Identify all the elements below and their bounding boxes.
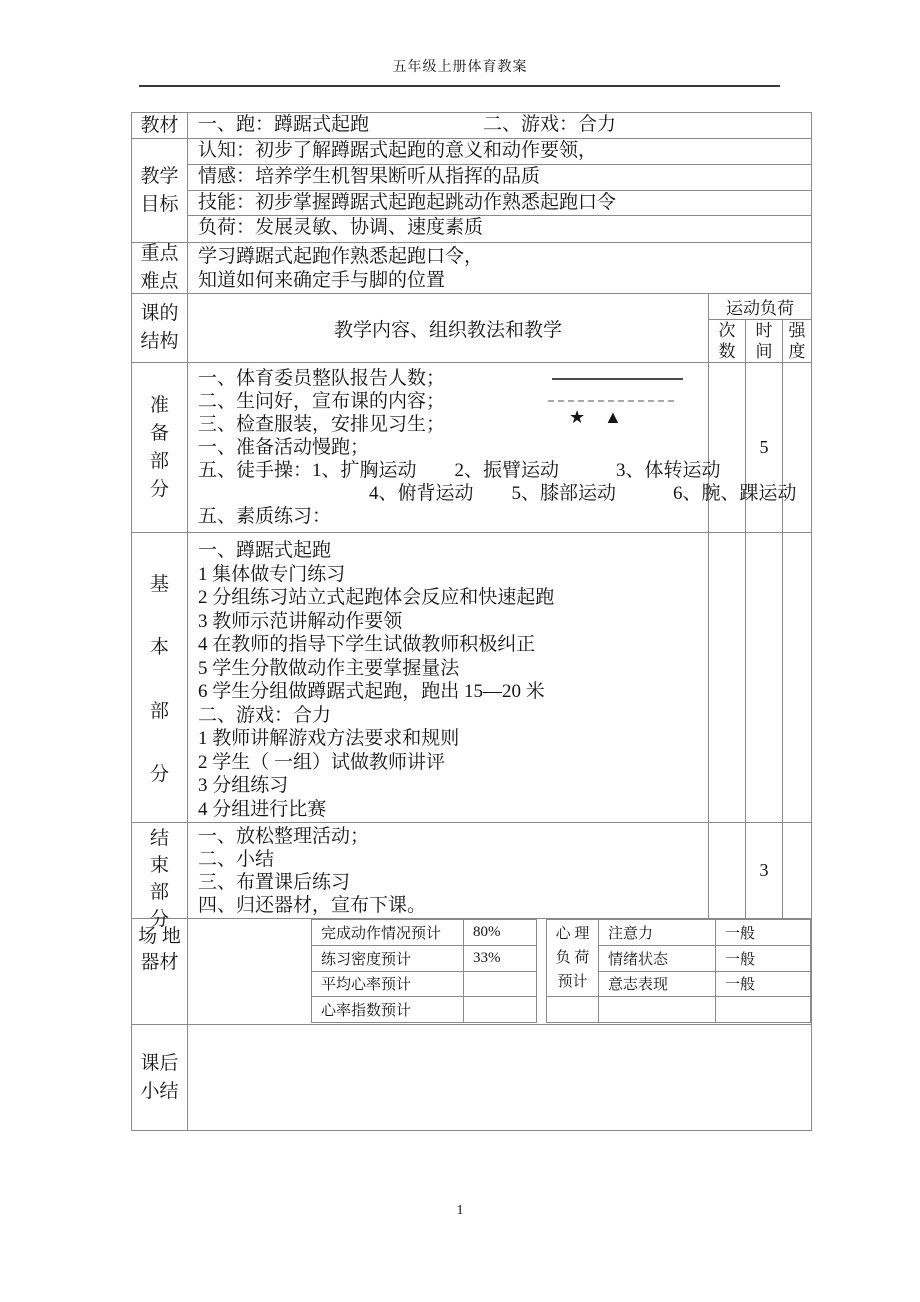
formation-triangle-icon: ▲ bbox=[604, 407, 622, 427]
stat-label: 完成动作情况预计 bbox=[312, 920, 464, 945]
closing-time-cell: 3 bbox=[746, 823, 783, 918]
document-title: 五年级上册体育教案 bbox=[392, 60, 528, 75]
objectives-row bbox=[132, 139, 811, 243]
stat-value bbox=[464, 997, 536, 1022]
table-row bbox=[312, 946, 536, 972]
basic-label-char: 部 bbox=[149, 700, 169, 722]
closing-intensity-cell bbox=[783, 823, 811, 918]
formation-star-icon: ★ bbox=[569, 407, 586, 427]
content-line: 二、游戏：合力 bbox=[198, 704, 332, 726]
content-line: 四、归还器材，宣布下课。 bbox=[198, 895, 427, 916]
closing-part-row bbox=[132, 823, 811, 930]
key-points-content bbox=[188, 243, 811, 293]
table-row bbox=[312, 972, 536, 998]
content-method-header: 教学内容、组织教法和教学 bbox=[188, 294, 709, 362]
basic-intensity-cell bbox=[783, 533, 811, 822]
summary-label-line: 小结 bbox=[140, 1080, 179, 1102]
content-line: 三、布置课后练习 bbox=[198, 872, 351, 893]
prep-times-cell bbox=[709, 363, 746, 532]
content-line: 一、放松整理活动； bbox=[198, 826, 370, 847]
objective-skill: 技能：初步掌握蹲踞式起跑起跳动作熟悉起跑口令 bbox=[188, 191, 811, 217]
content-line: 2 分组练习站立式起跑体会反应和快速起跑 bbox=[198, 587, 555, 608]
structure-label bbox=[132, 294, 188, 362]
preparation-label-char: 部 bbox=[149, 450, 169, 472]
objectives-label-line: 目标 bbox=[140, 193, 179, 215]
formation-line-solid bbox=[552, 378, 683, 380]
content-line: 4、俯背运动 5、膝部运动 6、腕、踝运动 bbox=[198, 483, 797, 504]
content-line: 4 在教师的指导下学生试做教师积极纠正 bbox=[198, 634, 536, 655]
key-point-line: 学习蹲踞式起跑作熟悉起跑口令， bbox=[198, 246, 484, 267]
psych-value: 一般 bbox=[716, 972, 810, 998]
table-row bbox=[312, 997, 536, 1022]
load-col-char: 数 bbox=[718, 342, 736, 361]
content-line: 1 教师讲解游戏方法要求和规则 bbox=[198, 728, 460, 749]
key-points-label-line: 重点 bbox=[140, 243, 179, 264]
closing-label-char: 部 bbox=[149, 882, 169, 903]
after-class-summary-label bbox=[132, 1025, 188, 1130]
content-line: 3 教师示范讲解动作要领 bbox=[198, 610, 403, 632]
psych-label: 情绪状态 bbox=[599, 946, 715, 972]
closing-part-label bbox=[132, 823, 188, 930]
key-point-line: 知道如何来确定手与脚的位置 bbox=[198, 270, 446, 291]
load-col-char: 强 bbox=[788, 321, 806, 340]
header-rule bbox=[139, 85, 780, 87]
psych-label bbox=[599, 997, 715, 1022]
venue-label-line: 器材 bbox=[140, 952, 179, 973]
content-line: 1 集体做专门练习 bbox=[198, 563, 346, 585]
psych-label: 意志表现 bbox=[599, 972, 715, 998]
content-line: 二、小结 bbox=[198, 849, 275, 870]
exercise-load-columns bbox=[709, 320, 811, 362]
structure-header-row bbox=[132, 294, 811, 363]
preparation-row bbox=[132, 363, 811, 533]
objective-emotion: 情感：培养学生机智果断听从指挥的品质 bbox=[188, 165, 811, 191]
closing-label-char: 结 bbox=[149, 828, 169, 849]
page-number: 1 bbox=[456, 1203, 464, 1218]
prep-time-cell: 5 bbox=[746, 363, 783, 532]
content-line: 2 学生（ 一组）试做教师讲评 bbox=[198, 751, 446, 773]
structure-label-line: 结构 bbox=[140, 331, 179, 352]
stat-label: 心率指数预计 bbox=[312, 997, 464, 1022]
load-col-char: 时 bbox=[755, 321, 773, 340]
psych-load-table bbox=[546, 919, 811, 1023]
lesson-plan-table bbox=[131, 112, 812, 1131]
psych-load-header bbox=[547, 920, 598, 997]
psych-header-empty-cell bbox=[547, 997, 598, 1022]
basic-label-char: 基 bbox=[149, 574, 169, 596]
table-row bbox=[312, 920, 536, 946]
load-col-times bbox=[709, 320, 746, 362]
preparation-label-char: 备 bbox=[149, 422, 169, 444]
load-col-char: 间 bbox=[755, 342, 773, 361]
basic-label-char: 分 bbox=[149, 763, 169, 785]
key-points-label bbox=[132, 243, 188, 293]
psych-value: 一般 bbox=[716, 920, 810, 946]
exercise-load-header: 运动负荷 bbox=[709, 294, 811, 320]
psych-header-line: 心 理 bbox=[555, 926, 590, 942]
psych-value: 一般 bbox=[716, 946, 810, 972]
basic-part-label bbox=[132, 533, 188, 822]
venue-equipment-label bbox=[132, 919, 188, 1024]
content-line: 五、徒手操：1、扩胸运动 2、振臂运动 3、体转运动 bbox=[198, 460, 721, 481]
preparation-label-char: 分 bbox=[149, 478, 169, 500]
psych-value-col bbox=[716, 920, 810, 1022]
load-col-intensity bbox=[783, 320, 811, 362]
preparation-label bbox=[132, 363, 188, 532]
closing-label-char: 束 bbox=[149, 855, 169, 876]
material-row bbox=[132, 113, 811, 139]
venue-equipment-row bbox=[132, 919, 811, 1025]
stat-value: 33% bbox=[473, 949, 501, 966]
content-line: 三、检查服装，安排见习生； bbox=[198, 414, 446, 435]
psych-header-line: 负 荷 bbox=[555, 950, 590, 966]
basic-time-cell bbox=[746, 533, 783, 822]
stat-value: 80% bbox=[473, 923, 501, 940]
material-content bbox=[188, 113, 811, 138]
material-item-2: 二、游戏：合力 bbox=[483, 114, 617, 135]
stat-value bbox=[464, 972, 536, 997]
key-points-row bbox=[132, 243, 811, 294]
psych-label-col bbox=[599, 920, 716, 1022]
load-col-char: 次 bbox=[718, 321, 736, 340]
summary-label-line: 课后 bbox=[140, 1052, 179, 1074]
prep-intensity-cell bbox=[783, 363, 811, 532]
objectives-content bbox=[188, 139, 811, 242]
stat-label: 平均心率预计 bbox=[312, 972, 464, 997]
psych-load-header-col bbox=[547, 920, 599, 1022]
closing-label-char: 分 bbox=[149, 909, 169, 930]
basic-times-cell bbox=[709, 533, 746, 822]
preparation-label-char: 准 bbox=[149, 394, 169, 416]
stat-label: 练习密度预计 bbox=[312, 946, 464, 971]
preparation-content bbox=[188, 363, 797, 532]
closing-times-cell bbox=[709, 823, 746, 918]
basic-label-char: 本 bbox=[149, 637, 169, 659]
content-line: 5 学生分散做动作主要掌握量法 bbox=[198, 657, 460, 679]
objective-cognition: 认知：初步了解蹲踞式起跑的意义和动作要领， bbox=[188, 139, 811, 165]
key-points-label-line: 难点 bbox=[140, 271, 179, 292]
psych-header-line: 预计 bbox=[557, 974, 588, 990]
basic-part-content bbox=[188, 533, 709, 822]
content-line: 一、体育委员整队报告人数； bbox=[198, 368, 446, 389]
content-line: 6 学生分组做蹲踞式起跑，跑出 15—20 米 bbox=[198, 681, 545, 702]
objective-load: 负荷：发展灵敏、协调、速度素质 bbox=[198, 217, 484, 239]
load-col-time bbox=[746, 320, 783, 362]
basic-part-row bbox=[132, 533, 811, 823]
structure-label-line: 课的 bbox=[140, 303, 179, 324]
psych-label: 注意力 bbox=[599, 920, 715, 946]
after-class-summary-content bbox=[188, 1025, 811, 1130]
content-line: 4 分组进行比赛 bbox=[198, 798, 327, 820]
load-col-char: 度 bbox=[788, 342, 806, 361]
venue-equipment-content bbox=[188, 919, 811, 1024]
content-line: 五、素质练习： bbox=[198, 506, 332, 527]
prediction-stats-table bbox=[311, 919, 537, 1023]
content-line: 一、准备活动慢跑； bbox=[198, 437, 370, 458]
objectives-label-line: 教学 bbox=[140, 165, 179, 187]
objectives-label bbox=[132, 139, 188, 242]
content-line: 一、蹲踞式起跑 bbox=[198, 540, 332, 561]
venue-label-line: 场 地 bbox=[138, 926, 181, 947]
formation-line-dashed bbox=[548, 400, 674, 402]
content-line: 3 分组练习 bbox=[198, 775, 289, 796]
after-class-summary-row bbox=[132, 1025, 811, 1130]
material-item-1: 一、跑：蹲踞式起跑 bbox=[198, 114, 370, 135]
exercise-load-block bbox=[709, 294, 811, 362]
closing-part-content bbox=[188, 823, 709, 918]
psych-value bbox=[716, 997, 810, 1022]
material-label: 教材 bbox=[132, 113, 188, 138]
content-line: 二、生问好，宣布课的内容； bbox=[198, 391, 446, 412]
